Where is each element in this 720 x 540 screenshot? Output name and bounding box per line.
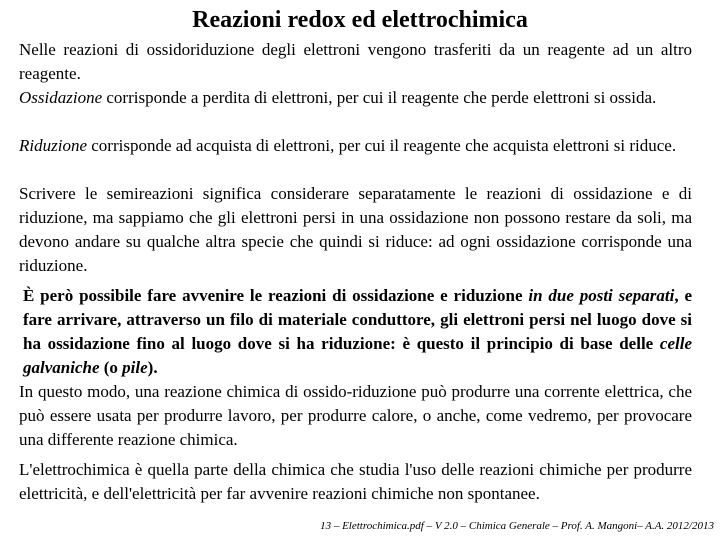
paragraph-current: In questo modo, una reazione chimica di ossido-riduzione può produrre una corrente elettrica, che può essere usata per produrre lavoro, per produrre calore, o anche, come vedremo, per provocare una differente reazione chimica. xyxy=(19,382,692,449)
paragraph-half-reactions: Scrivere le semireazioni significa considerare separatamente le reazioni di ossidazione e di riduzione, ma sappiamo che gli elettroni persi in una ossidazione non possono restare da soli, ma devono andare su qualche altra specie che quindi si riduce: ad ogni ossidazione corrisponde una riduzione. xyxy=(19,184,692,275)
oxidation-definition: corrisponde a perdita di elettroni, per cui il reagente che perde elettroni si ossida. xyxy=(102,88,657,107)
reduction-definition: corrisponde ad acquista di elettroni, per cui il reagente che acquista elettroni si riduce. xyxy=(87,136,677,155)
term-reduction: Riduzione xyxy=(19,136,87,155)
galvanic-text-2: , e fare arrivare, attraverso un filo di materiale conduttore, gli elettroni persi nel luogo dove si ha ossidazione fino al luogo dove si ha riduzione: è questo il principio di base delle xyxy=(23,286,693,353)
paragraph-intro: Nelle reazioni di ossidoriduzione degli elettroni vengono trasferiti da un reagente ad un altro reagente. xyxy=(19,40,692,83)
galvanic-text-4: ). xyxy=(147,358,158,377)
galvanic-text-3: (o xyxy=(99,358,123,377)
galvanic-text-1: È però possibile fare avvenire le reazioni di ossidazione e riduzione xyxy=(23,286,529,305)
emphasis-separate-places: in due posti separati xyxy=(528,286,675,305)
paragraph-galvanic-cells xyxy=(23,284,692,380)
paragraph-reduction xyxy=(19,134,692,158)
emphasis-galvanic-cells: celle galvaniche xyxy=(23,334,692,377)
term-oxidation: Ossidazione xyxy=(19,88,103,107)
paragraph-electrochemistry: L'elettrochimica è quella parte della chimica che studia l'uso delle reazioni chimiche per produrre elettricità, e dell'elettricità per far avvenire reazioni chimiche non spontanee. xyxy=(19,460,692,503)
paragraph-oxidation xyxy=(19,86,692,110)
slide-footer: 13 – Elettrochimica.pdf – V 2.0 – Chimica Generale – Prof. A. Mangoni– A.A. 2012/2013 xyxy=(320,520,714,532)
slide-title: Reazioni redox ed elettrochimica xyxy=(192,7,528,33)
emphasis-pile: pile xyxy=(122,358,148,377)
